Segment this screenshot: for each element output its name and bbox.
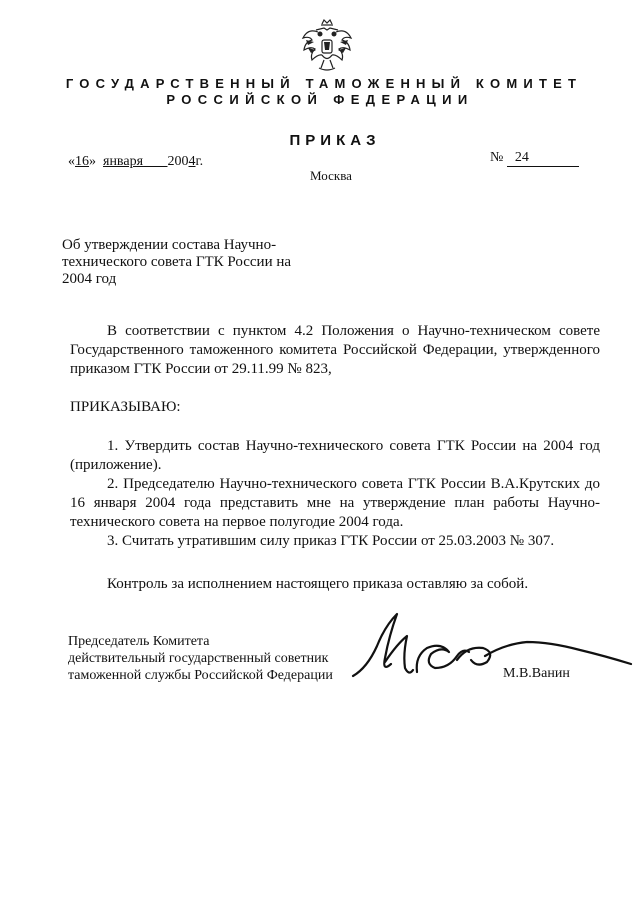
document-type-title: ПРИКАЗ: [289, 132, 381, 149]
signer-position-line1: Председатель Комитета: [68, 634, 210, 649]
intro-paragraph: В соответствии с пунктом 4.2 Положения о Научно-техническом совете Государственного таможенного комитета Российской Федерации, утвержденного приказом ГТК России от 29.11.99 № 823,: [70, 323, 600, 377]
order-item: 3. Считать утратившим силу приказ ГТК России от 25.03.2003 № 307.: [107, 533, 555, 549]
russian-coat-of-arms-emblem: [300, 18, 354, 74]
date-open-quote: «: [68, 154, 75, 169]
date-suffix: г.: [195, 154, 204, 169]
order-item: 2. Председателю Научно-технического совета ГТК России В.А.Крутских до 16 января 2004 года представить мне на утверждение план работы Научно-технического совета на первое полугодие 2004 года.: [70, 476, 600, 530]
document-number: [490, 150, 579, 167]
organization-name-line1: ГОСУДАРСТВЕННЫЙ ТАМОЖЕННЫЙ КОМИТЕТ: [65, 76, 583, 91]
order-item: 1. Утвердить состав Научно-технического совета ГТК России на 2004 год (приложение).: [70, 438, 600, 473]
control-statement: Контроль за исполнением настоящего приказа оставляю за собой.: [107, 576, 529, 592]
number-value: 24: [507, 150, 579, 167]
date-year-digit: 4: [188, 154, 196, 169]
order-word: ПРИКАЗЫВАЮ:: [70, 399, 181, 415]
date-day: 16: [75, 154, 89, 169]
subject-line3: 2004 год: [62, 271, 117, 287]
handwritten-signature: [345, 606, 635, 696]
date-close-quote: »: [89, 154, 96, 169]
date-month-underline: [143, 154, 168, 169]
city: Москва: [310, 168, 352, 183]
signer-position-line3: таможенной службы Российской Федерации: [68, 668, 333, 683]
number-label: №: [490, 150, 504, 165]
signer-position-line2: действительный государственный советник: [68, 651, 329, 666]
signer-name: М.В.Ванин: [503, 666, 570, 681]
organization-name-line2: РОССИЙСКОЙ ФЕДЕРАЦИИ: [166, 92, 474, 107]
subject-line2: технического совета ГТК России на: [62, 254, 292, 270]
signer-position: [68, 633, 368, 684]
date-month: января: [103, 154, 144, 169]
document-subject: [62, 237, 302, 288]
order-items-list: [70, 437, 600, 551]
subject-line1: Об утверждении состава Научно-: [62, 237, 277, 253]
date-year-prefix: 200: [167, 154, 189, 169]
